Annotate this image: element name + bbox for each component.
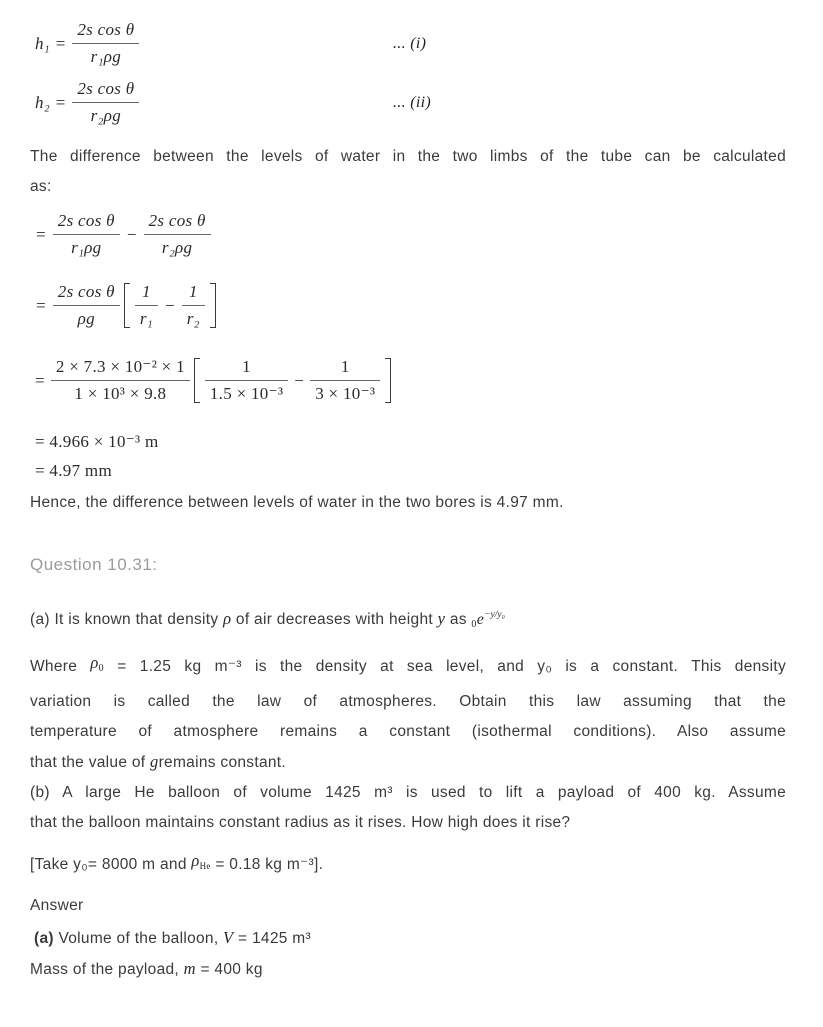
where-line3: temperature of atmosphere remains a constant (isothermal conditions). Also assume [30, 723, 786, 740]
paragraph-where [30, 651, 786, 778]
fraction-denominator: 1 × 10³ × 9.8 [51, 380, 190, 404]
fraction-numerator: 2 × 7.3 × 10⁻² × 1 [55, 357, 185, 376]
question-heading: Question 10.31: [30, 555, 158, 574]
minus-sign: − [163, 295, 176, 315]
paragraph-intro-line1: The difference between the levels of water in the two limbs of the tube can be calculated [30, 148, 786, 165]
where-line4 [30, 747, 786, 778]
paragraph-part-a [30, 600, 786, 640]
fraction-denominator: r₂ [182, 305, 205, 329]
fraction-denominator: r₁ρg [72, 43, 139, 67]
g-symbol: g [150, 752, 159, 771]
fraction [205, 357, 288, 404]
paragraph-intro-line2: as: [30, 178, 52, 195]
result-millimeters: = 4.97 mm [35, 461, 112, 480]
equation-difference [35, 211, 786, 258]
bracket-group [194, 357, 391, 404]
fraction [182, 282, 205, 329]
part-b-line2: that the balloon maintains constant radius as it rises. How high does it rise? [30, 814, 571, 831]
answer-part-a-volume [30, 923, 786, 954]
fraction-denominator: 3 × 10⁻³ [310, 380, 380, 404]
fraction [72, 79, 139, 126]
mass-symbol: m [183, 959, 196, 978]
fraction-denominator: r₁ [135, 305, 158, 329]
right-bracket [385, 358, 391, 403]
fraction-numerator: 2s cos θ [148, 211, 206, 230]
y-symbol: y [437, 609, 446, 628]
answer-mass-line [30, 954, 786, 985]
minus-sign: − [294, 370, 305, 390]
take-text-post: = 0.18 kg m⁻³]. [210, 856, 324, 873]
fraction-denominator: r₂ρg [72, 102, 139, 126]
volume-value: = 1425 m³ [233, 930, 311, 947]
rho-symbol: ρ [90, 653, 99, 672]
rho-zero-subscript: 0 [98, 663, 104, 674]
fraction-numerator: 1 [141, 282, 151, 301]
exponential-presubscript: 0 [471, 619, 477, 630]
exponential-base-e: e [476, 611, 485, 628]
fraction-denominator: r₂ρg [144, 234, 211, 258]
where-text-l4-pre: that the value of [30, 754, 151, 771]
right-bracket [210, 283, 216, 328]
equation-tag-ii: ... (ii) [393, 93, 431, 111]
rho-symbol: ρ [223, 609, 232, 628]
part-b-line1: (b) A large He balloon of volume 1425 m³ is used to lift a payload of 400 kg. Assume [30, 784, 786, 801]
fraction [72, 20, 139, 67]
part-a-text-pre: (a) It is known that density [30, 611, 224, 628]
where-line1 [30, 651, 786, 687]
result-meters: = 4.966 × 10⁻³ m [35, 432, 159, 451]
fraction-numerator: 2s cos θ [77, 20, 135, 39]
equals-sign: = [35, 370, 45, 390]
mass-text: Mass of the payload, [30, 961, 184, 978]
equation-h2-lhs: h₂ = [35, 92, 67, 112]
rho-he-subscript: He [199, 861, 211, 871]
where-text-pre: Where [30, 658, 91, 675]
equals-sign: = [35, 295, 47, 315]
volume-text: Volume of the balloon, [53, 930, 224, 947]
part-a-text-mid: of air decreases with height [231, 611, 438, 628]
where-line2: variation is called the law of atmospheres. Obtain this law assuming that the [30, 693, 786, 710]
fraction-numerator: 2s cos θ [77, 79, 135, 98]
paragraph-intro [30, 142, 786, 202]
rho-he-symbol [191, 853, 210, 870]
fraction-denominator: 1.5 × 10⁻³ [205, 380, 288, 404]
equation-h1 [35, 20, 786, 67]
fraction-numerator: 2s cos θ [57, 282, 115, 301]
equation-numeric [35, 357, 786, 404]
part-a-bold-label: (a) [34, 930, 54, 947]
where-text-rest: = 1.25 kg m⁻³ is the density at sea level, and y₀ is a constant. This density [103, 658, 787, 675]
fraction-denominator: ρg [53, 305, 120, 329]
part-a-text-post: as [445, 611, 472, 628]
equation-factored [35, 282, 786, 329]
equals-sign: = [35, 224, 47, 244]
where-text-l4-post: remains constant. [158, 754, 287, 771]
fraction [53, 211, 120, 258]
equation-tag-i: ... (i) [393, 34, 427, 52]
fraction [144, 211, 211, 258]
minus-sign: − [125, 224, 138, 244]
fraction [135, 282, 158, 329]
paragraph-take-values [30, 849, 786, 884]
rho-zero-symbol [90, 655, 104, 672]
exponential-exponent: −y/y₀ [484, 610, 505, 620]
conclusion-text: Hence, the difference between levels of water in the two bores is 4.97 mm. [30, 494, 564, 511]
equation-h2 [35, 79, 786, 126]
fraction [53, 282, 120, 329]
fraction-numerator: 1 [340, 357, 350, 376]
paragraph-part-b [30, 778, 786, 838]
take-text-pre: [Take y₀= 8000 m and [30, 856, 192, 873]
exponential-formula [471, 611, 505, 628]
equation-h1-lhs: h₁ = [35, 33, 67, 53]
fraction-numerator: 1 [242, 357, 251, 376]
fraction-numerator: 1 [188, 282, 198, 301]
fraction-numerator: 2s cos θ [57, 211, 115, 230]
bracket-group [124, 282, 216, 329]
fraction [310, 357, 380, 404]
fraction [51, 357, 190, 404]
left-bracket [194, 358, 200, 403]
volume-symbol: V [223, 928, 234, 947]
fraction-denominator: r₁ρg [53, 234, 120, 258]
mass-value: = 400 kg [195, 961, 263, 978]
answer-label: Answer [30, 897, 84, 914]
left-bracket [124, 283, 130, 328]
rho-symbol: ρ [191, 851, 200, 870]
